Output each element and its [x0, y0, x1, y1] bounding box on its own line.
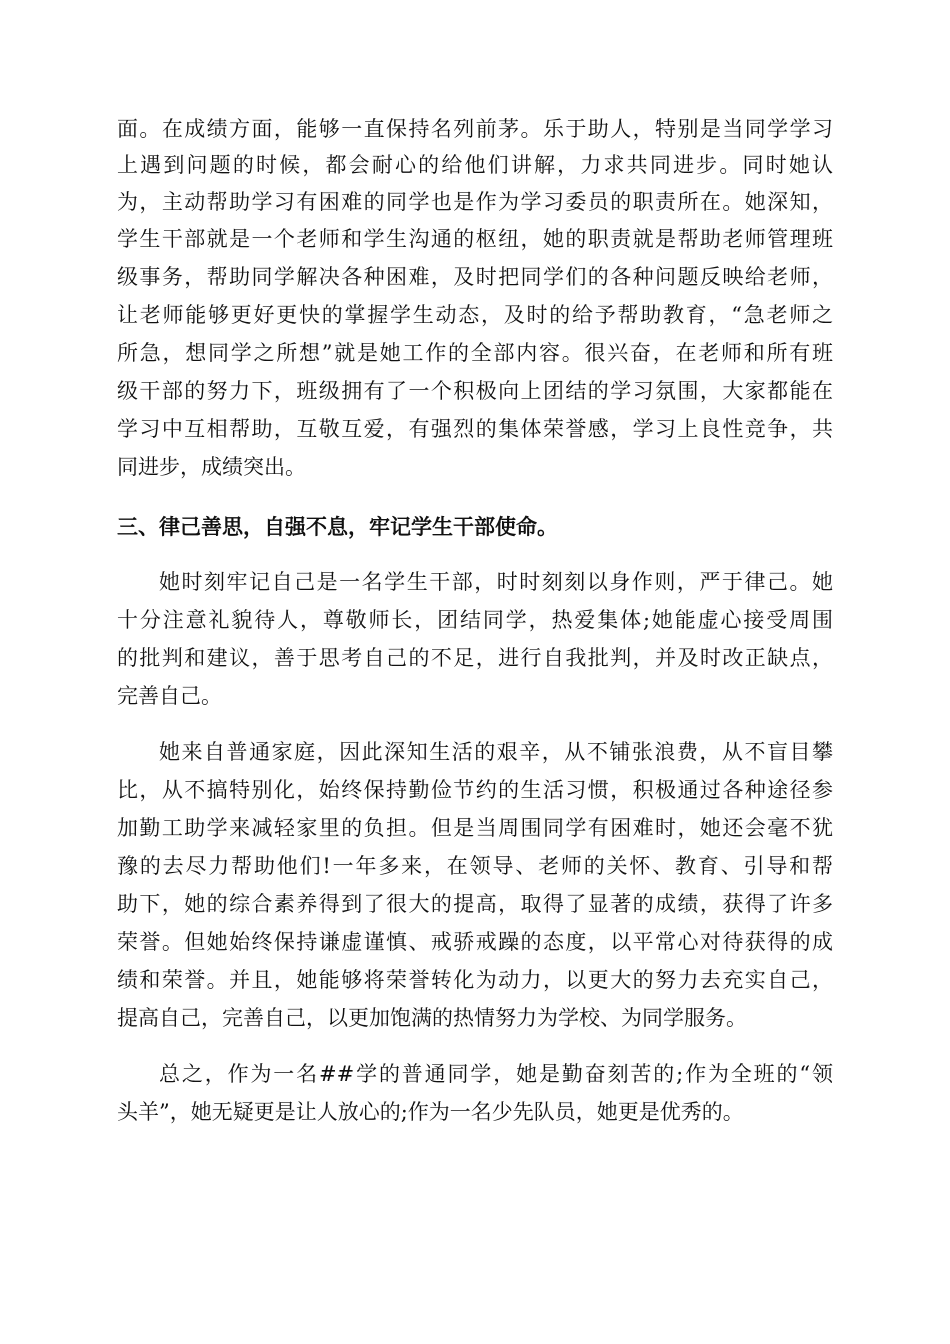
paragraph-line: 学习中互相帮助，互敬互爱，有强烈的集体荣誉感，学习上良性竞争，共: [117, 417, 833, 441]
paragraph-line: 绩和荣誉。并且，她能够将荣誉转化为动力，以更大的努力去充实自己，: [117, 968, 833, 992]
paragraph-line: 加勤工助学来减轻家里的负担。但是当周围同学有困难时，她还会毫不犹: [117, 816, 833, 840]
paragraph-line: 她来自普通家庭，因此深知生活的艰辛，从不铺张浪费，从不盲目攀: [159, 740, 833, 764]
paragraph-line: 让老师能够更好更快的掌握学生动态，及时的给予帮助教育，“急老师之: [117, 303, 833, 327]
paragraph-line: 同进步，成绩突出。: [117, 455, 306, 479]
paragraph-line: 提高自己，完善自己，以更加饱满的热情努力为学校、为同学服务。: [117, 1006, 747, 1030]
paragraph-line: 她时刻牢记自己是一名学生干部，时时刻刻以身作则，严于律己。她: [159, 570, 833, 594]
paragraph-line: 助下，她的综合素养得到了很大的提高，取得了显著的成绩，获得了许多: [117, 892, 833, 916]
paragraph-line: 所急，想同学之所想”就是她工作的全部内容。很兴奋，在老师和所有班: [117, 341, 833, 365]
paragraph-line: 级事务，帮助同学解决各种困难，及时把同学们的各种问题反映给老师，: [117, 265, 833, 289]
paragraph-line: 比，从不搞特别化，始终保持勤俭节约的生活习惯，积极通过各种途径参: [117, 778, 833, 802]
paragraph-line: 学生干部就是一个老师和学生沟通的枢纽，她的职责就是帮助老师管理班: [117, 227, 833, 251]
section-heading: 三、律己善思，自强不息，牢记学生干部使命。: [117, 514, 558, 539]
paragraph-line: 总之，作为一名##学的普通同学，她是勤奋刻苦的;作为全班的“领: [159, 1062, 833, 1086]
paragraph-line: 级干部的努力下，班级拥有了一个积极向上团结的学习氛围，大家都能在: [117, 379, 833, 403]
paragraph-line: 为，主动帮助学习有困难的同学也是作为学习委员的职责所在。她深知，: [117, 190, 833, 214]
paragraph-line: 头羊”，她无疑更是让人放心的;作为一名少先队员，她更是优秀的。: [117, 1100, 744, 1124]
paragraph-line: 十分注意礼貌待人，尊敬师长，团结同学，热爱集体;她能虚心接受周围: [117, 608, 833, 632]
paragraph-line: 荣誉。但她始终保持谦虚谨慎、戒骄戒躁的态度，以平常心对待获得的成: [117, 930, 833, 954]
paragraph-line: 上遇到问题的时候，都会耐心的给他们讲解，力求共同进步。同时她认: [117, 153, 833, 177]
paragraph-line: 面。在成绩方面，能够一直保持名列前茅。乐于助人，特别是当同学学习: [117, 117, 833, 141]
paragraph-line: 完善自己。: [117, 684, 222, 708]
paragraph-line: 的批判和建议，善于思考自己的不足，进行自我批判，并及时改正缺点，: [117, 646, 833, 670]
paragraph-line: 豫的去尽力帮助他们!一年多来，在领导、老师的关怀、教育、引导和帮: [117, 854, 833, 878]
